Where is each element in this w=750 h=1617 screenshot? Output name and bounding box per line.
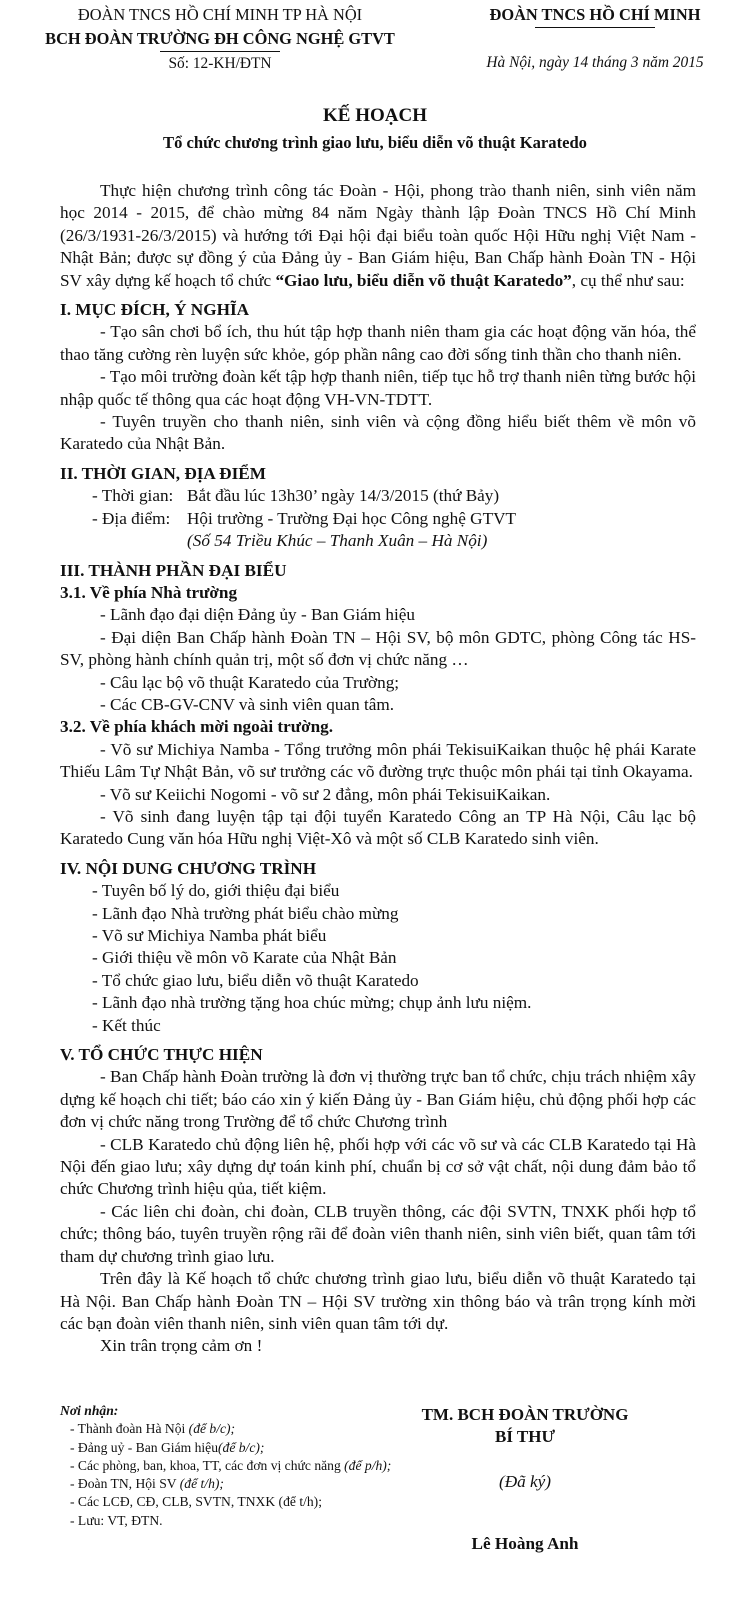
subsection-3-1-item: - Đại diện Ban Chấp hành Đoàn TN – Hội SV, bộ môn GDTC, phòng Công tác HS-SV, phòng hành chính quản trị, một số đơn vị chức năng … xyxy=(60,627,696,670)
recipient-text: - Các phòng, ban, khoa, TT, các đơn vị chức năng xyxy=(70,1457,345,1473)
section-5-item: - Ban Chấp hành Đoàn trường là đơn vị thường trực ban tổ chức, chịu trách nhiệm xây dựng kế hoạch chi tiết; báo cáo xin ý kiến Đảng ủy - Ban Giám hiệu, chủ động phối hợp các đơn vị chức năng trong Trường để tổ chức Chương trình xyxy=(60,1067,696,1132)
subsection-3-2-item: - Võ sư Michiya Namba - Tổng trưởng môn phái TekisuiKaikan thuộc hệ phái Karate Thiếu Lâm Tự Nhật Bản, võ sư trưởng các võ đường trực thuộc môn phái tại tỉnh Okayama. xyxy=(60,739,696,782)
right-org: ĐOÀN TNCS HỒ CHÍ MINH xyxy=(489,5,701,24)
section-5-item: - Các liên chi đoàn, chi đoàn, CLB truyền thông, các đội SVTN, TNXK phối hợp tổ chức; thông báo, tuyên truyền rộng rãi để đoàn viên thanh niên, sinh viên biết, quan tâm tới tham dự chương trình giao lưu. xyxy=(60,1201,696,1266)
recipient-text: - Đảng uỷ - Ban Giám hiệu xyxy=(70,1439,218,1455)
thanks-line: Xin trân trọng cảm ơn ! xyxy=(100,1336,263,1356)
recipient-note: (để b/c); xyxy=(218,1439,265,1455)
program-item: - Lãnh đạo Nhà trường phát biểu chào mừng xyxy=(92,903,399,923)
recipients-heading: Nơi nhận: xyxy=(60,1403,119,1418)
section-1-item: - Tạo môi trường đoàn kết tập hợp thanh niên, tiếp tục hỗ trợ thanh niên từng bước hội nhập quốc tế thông qua các hoạt động VH-VN-TDTT. xyxy=(60,367,696,409)
left-unit: BCH ĐOÀN TRƯỜNG ĐH CÔNG NGHỆ GTVT xyxy=(45,29,395,49)
subsection-3-2: 3.2. Về phía khách mời ngoài trường. xyxy=(60,717,334,737)
intro-text: Thực hiện chương trình công tác Đoàn - Hội, phong trào thanh niên, sinh viên năm học 2014 - 2015, để chào mừng 84 năm Ngày thành lập Đoàn TNCS Hồ Chí Minh (26/3/1931-26/3/2015) và hướng tới Đại hội đại biểu toàn quốc Hội Hữu nghị Việt Nam - Nhật Bản; được sự đồng ý của Đảng ủy - Ban Giám hiệu, Ban Chấp hành Đoàn TN - Hội SV xây dựng kế hoạch tổ chức xyxy=(60,181,696,290)
doc-body xyxy=(60,180,696,1358)
section-1-item: - Tuyên truyền cho thanh niên, sinh viên và cộng đồng hiểu biết thêm về môn võ Karatedo của Nhật Bản. xyxy=(60,412,696,454)
program-item: - Tổ chức giao lưu, biểu diễn võ thuật Karatedo xyxy=(92,970,419,990)
subsection-3-1-item: - Các CB-GV-CNV và sinh viên quan tâm. xyxy=(100,694,395,714)
recipient-note: (để p/h); xyxy=(344,1457,392,1473)
place-label: - Địa điểm: xyxy=(92,508,171,528)
intro-paragraph xyxy=(60,180,696,292)
section-1-item: - Tạo sân chơi bổ ích, thu hút tập hợp thanh niên tham gia các hoạt động văn hóa, thể thao tăng cường rèn luyện sức khỏe, góp phần nâng cao đời sống tinh thần cho thanh niên. xyxy=(60,322,696,364)
intro-bold-title: “Giao lưu, biểu diễn võ thuật Karatedo” xyxy=(275,270,572,290)
subsection-3-1-item: - Lãnh đạo đại diện Đảng ủy - Ban Giám hiệu xyxy=(100,605,416,625)
time-row xyxy=(60,485,696,507)
header-right-rule xyxy=(535,27,655,28)
recipient-text: - Thành đoàn Hà Nội xyxy=(70,1421,189,1437)
signature-signed: (Đã ký) xyxy=(498,1471,551,1491)
intro-tail: , cụ thể như sau: xyxy=(571,270,685,290)
time-value: Bắt đầu lúc 13h30’ ngày 14/3/2015 (thứ Bảy) xyxy=(187,486,500,506)
recipient-text: - Các LCĐ, CĐ, CLB, SVTN, TNXK (để t/h); xyxy=(70,1494,322,1510)
subsection-3-1-item: - Câu lạc bộ võ thuật Karatedo của Trường; xyxy=(100,672,400,692)
section-5-heading: V. TỔ CHỨC THỰC HIỆN xyxy=(60,1045,263,1065)
recipient-text: - Đoàn TN, Hội SV xyxy=(70,1476,180,1492)
program-item: - Kết thúc xyxy=(92,1015,161,1035)
subsection-3-1: 3.1. Về phía Nhà trường xyxy=(60,582,238,602)
signature-block xyxy=(380,1404,670,1556)
section-1-heading: I. MỤC ĐÍCH, Ý NGHĨA xyxy=(60,300,250,320)
section-5-item: - CLB Karatedo chủ động liên hệ, phối hợp với các võ sư và các CLB Karatedo tại Hà Nội đến giao lưu; xây dựng dự toán kinh phí, chuẩn bị cơ sở vật chất, nội dung đảm bảo tổ chức Chương trình hiệu qủa, tiết kiệm. xyxy=(60,1134,696,1199)
time-label: - Thời gian: xyxy=(92,486,174,506)
recipient-item xyxy=(60,1512,400,1530)
recipient-item xyxy=(60,1457,400,1475)
program-item: - Lãnh đạo nhà trường tặng hoa chúc mừng; chụp ảnh lưu niệm. xyxy=(92,993,532,1013)
recipient-item xyxy=(60,1493,400,1511)
signature-title: TM. BCH ĐOÀN TRƯỜNG xyxy=(421,1405,629,1424)
section-2-heading: II. THỜI GIAN, ĐỊA ĐIỂM xyxy=(60,463,266,483)
program-item: - Võ sư Michiya Namba phát biểu xyxy=(92,926,327,945)
doc-subtitle: Tổ chức chương trình giao lưu, biểu diễn võ thuật Karatedo xyxy=(163,133,587,152)
program-item: - Giới thiệu về môn võ Karate của Nhật Bản xyxy=(92,948,397,968)
recipient-text: - Lưu: VT, ĐTN. xyxy=(70,1512,163,1528)
header-left-rule xyxy=(160,51,280,52)
section-4-heading: IV. NỘI DUNG CHƯƠNG TRÌNH xyxy=(60,858,317,878)
recipient-item xyxy=(60,1439,400,1457)
date-line: Hà Nội, ngày 14 tháng 3 năm 2015 xyxy=(486,54,704,72)
place-value: Hội trường - Trường Đại học Công nghệ GTVT xyxy=(187,508,516,528)
program-item: - Tuyên bố lý do, giới thiệu đại biểu xyxy=(92,881,340,901)
doc-number: Số: 12-KH/ĐTN xyxy=(168,54,272,72)
recipient-item xyxy=(60,1420,400,1438)
subsection-3-2-item: - Võ sư Keiichi Nogomi - võ sư 2 đẳng, môn phái TekisuiKaikan. xyxy=(100,784,551,804)
doc-title: KẾ HOẠCH xyxy=(323,105,427,126)
header-left xyxy=(0,4,440,75)
signer-name: Lê Hoàng Anh xyxy=(471,1534,579,1554)
recipient-note: (để t/h); xyxy=(179,1476,224,1492)
recipient-item xyxy=(60,1475,400,1493)
subsection-3-2-item: - Võ sinh đang luyện tập tại đội tuyển Karatedo Công an TP Hà Nội, Câu lạc bộ Karatedo Cung văn hóa Hữu nghị Việt-Xô và một số CLB Karatedo sinh viên. xyxy=(60,806,696,849)
place-row xyxy=(60,508,696,530)
recipient-note: (để b/c); xyxy=(188,1421,236,1437)
closing-paragraph: Trên đây là Kế hoạch tổ chức chương trình giao lưu, biểu diễn võ thuật Karatedo tại Hà Nội. Ban Chấp hành Đoàn TN – Hội SV trường xin thông báo và trân trọng kính mời các bạn đoàn viên thanh niên, sinh viên quan tâm tới dự. xyxy=(60,1269,696,1333)
section-3-heading: III. THÀNH PHẦN ĐẠI BIỂU xyxy=(60,560,287,580)
place-address: (Số 54 Triều Khúc – Thanh Xuân – Hà Nội) xyxy=(187,531,488,551)
signature-role: BÍ THƯ xyxy=(495,1427,555,1447)
header-right xyxy=(445,4,745,75)
recipients-block xyxy=(60,1402,400,1530)
left-org: ĐOÀN TNCS HỒ CHÍ MINH TP HÀ NỘI xyxy=(77,5,363,24)
